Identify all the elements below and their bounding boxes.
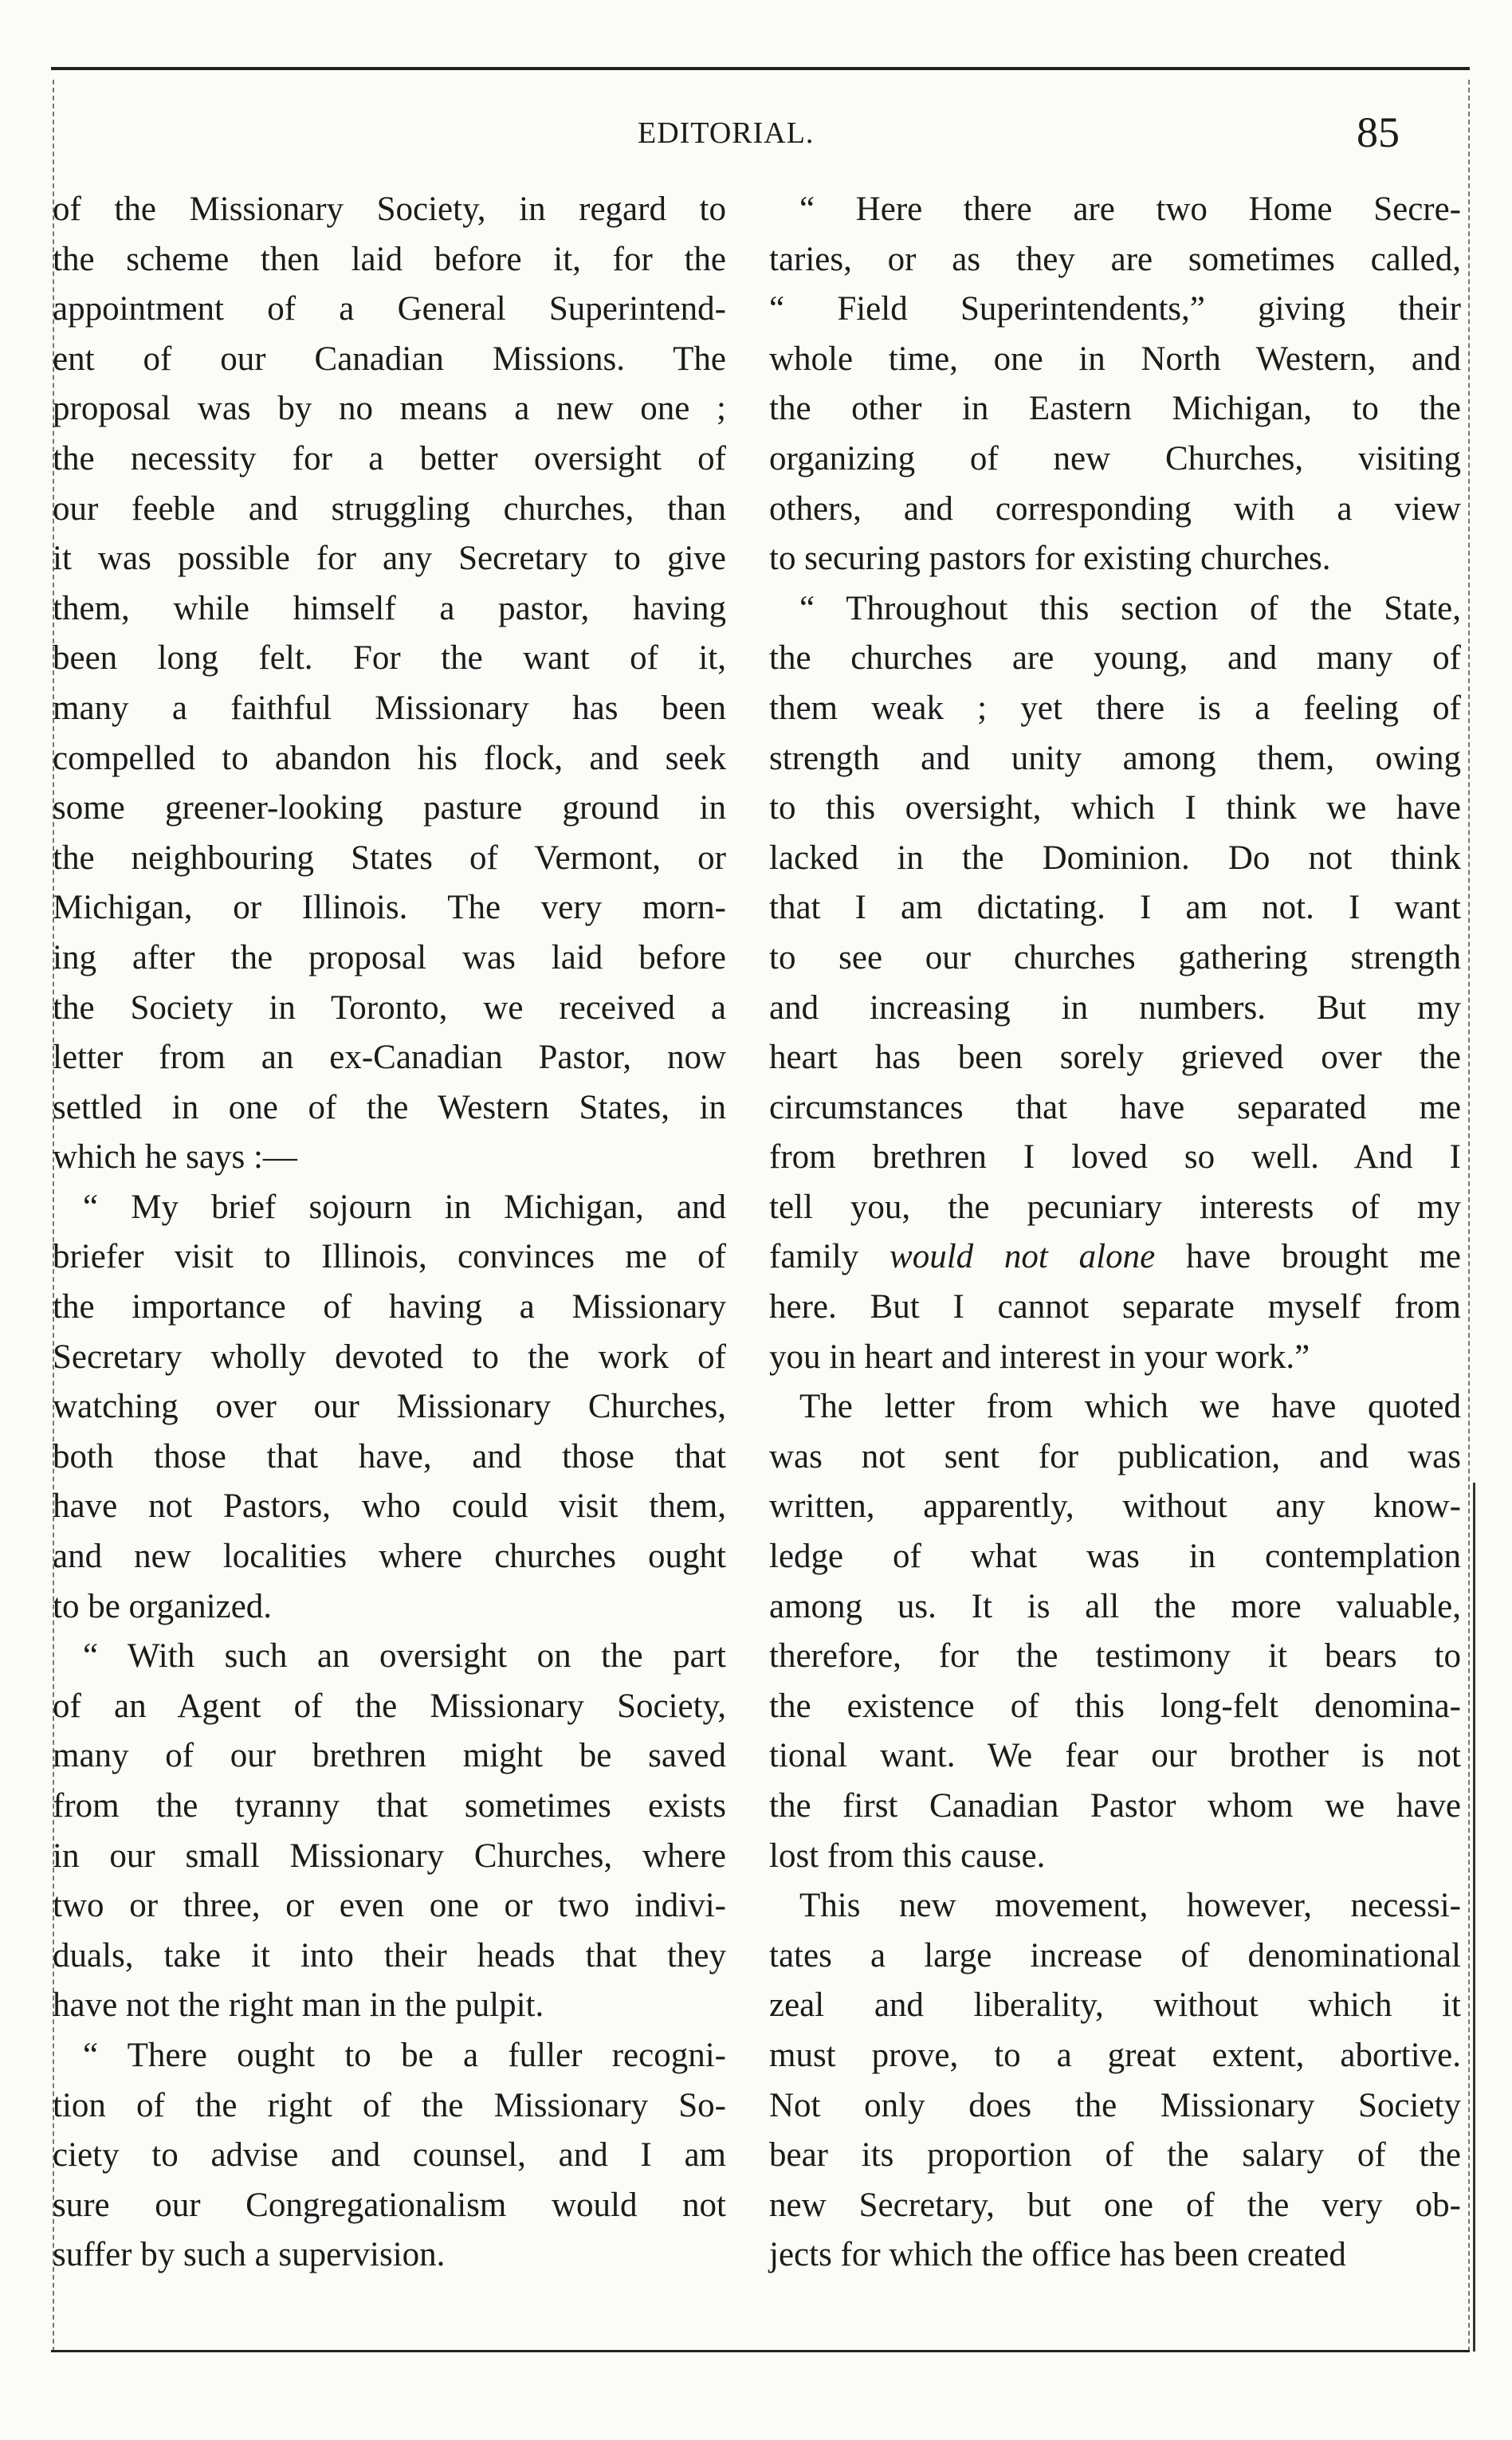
text-line: here. But I cannot separate myself from [769,1288,1461,1326]
text-line: taries, or as they are sometimes called, [769,240,1461,278]
text-line: letter from an ex-Canadian Pastor, now [53,1039,726,1077]
text-line: the other in Eastern Michigan, to the [769,390,1461,428]
running-head: EDITORIAL. [638,116,815,150]
text-line: appointment of a General Superintend- [53,290,726,328]
text-line: and increasing in numbers. But my [769,988,1461,1027]
right-column [769,185,1461,2281]
text-line: ciety to advise and counsel, and I am [53,2136,726,2175]
text-line: them, while himself a pastor, having [53,589,726,627]
text-line: lost from this cause. [769,1837,1046,1875]
text-line: the neighbouring States of Vermont, or [53,839,726,877]
text-line: jects for which the office has been created [769,2236,1346,2274]
text-line: “ There ought to be a fuller recogni- [83,2036,726,2074]
text-line: the first Canadian Pastor whom we have [769,1787,1461,1825]
text-line: This new movement, however, necessi- [799,1887,1461,1925]
text-line: sure our Congregationalism would not [53,2186,726,2224]
text-line: suffer by such a supervision. [53,2236,446,2274]
text-line: have not Pastors, who could visit them, [53,1487,726,1526]
right-margin-line [1468,80,1470,2352]
left-column [53,185,726,2281]
text-line: family would not alone have brought me [769,1238,1462,1276]
text-line: strength and unity among them, owing [769,739,1461,777]
text-line: and new localities where churches ought [53,1538,726,1576]
text-line: ing after the proposal was laid before [53,938,726,976]
text-line: some greener-looking pasture ground in [53,789,726,827]
text-line: “ Here there are two Home Secre- [799,191,1461,228]
text-line: written, apparently, without any know- [769,1487,1461,1526]
text-line: tion of the right of the Missionary So- [53,2086,726,2124]
text-line: settled in one of the Western States, in [53,1088,726,1126]
text-line: organizing of new Churches, visiting [769,439,1461,477]
text-line: was not sent for publication, and was [769,1437,1461,1475]
text-line: The letter from which we have quoted [799,1388,1461,1426]
text-line: ent of our Canadian Missions. The [53,340,726,378]
text-line: to securing pastors for existing churches. [769,540,1331,578]
text-line: “ Throughout this section of the State, [799,589,1461,627]
text-line: duals, take it into their heads that they [53,1936,726,1974]
text-line: both those that have, and those that [53,1437,726,1475]
text-line: ledge of what was in contemplation [769,1538,1461,1576]
text-line: Not only does the Missionary Society [769,2086,1461,2124]
text-line: “ Field Superintendents,” giving their [769,290,1461,328]
text-line: the scheme then laid before it, for the [53,240,726,278]
text-line: circumstances that have separated me [769,1088,1461,1126]
text-line: the Society in Toronto, we received a [53,988,726,1027]
text-line: it was possible for any Secretary to give [53,540,726,578]
text-line: lacked in the Dominion. Do not think [769,839,1461,877]
text-line: tates a large increase of denominational [769,1936,1461,1974]
text-line: new Secretary, but one of the very ob- [769,2186,1461,2224]
text-line: whole time, one in North Western, and [769,340,1461,378]
text-line: tional want. We fear our brother is not [769,1737,1461,1775]
text-line: in our small Missionary Churches, where [53,1837,726,1875]
text-line: Secretary wholly devoted to the work of [53,1338,726,1376]
text-line: many of our brethren might be saved [53,1737,726,1775]
top-rule [51,67,1470,70]
text-line: that I am dictating. I am not. I want [769,889,1461,927]
text-line: the necessity for a better oversight of [53,439,726,477]
text-line: to this oversight, which I think we have [769,789,1461,827]
bottom-rule [51,2350,1470,2352]
text-line: many a faithful Missionary has been [53,689,726,727]
text-line: therefore, for the testimony it bears to [769,1637,1461,1676]
text-line: proposal was by no means a new one ; [53,390,726,428]
text-line: among us. It is all the more valuable, [769,1587,1461,1625]
text-line: heart has been sorely grieved over the [769,1039,1461,1077]
text-line: two or three, or even one or two indivi- [53,1887,726,1925]
text-line: our feeble and struggling churches, than [53,489,726,528]
text-line: the churches are young, and many of [769,639,1461,678]
text-line: tell you, the pecuniary interests of my [769,1188,1461,1226]
text-line: Michigan, or Illinois. The very morn- [53,889,726,927]
text-line: which he says :— [53,1138,297,1177]
text-line: them weak ; yet there is a feeling of [769,689,1461,727]
text-line: compelled to abandon his flock, and seek [53,739,726,777]
text-line: briefer visit to Illinois, convinces me of [53,1238,726,1276]
text-line: the importance of having a Missionary [53,1288,726,1326]
text-line: zeal and liberality, without which it [769,1986,1461,2025]
text-line: to be organized. [53,1587,273,1625]
text-line: others, and corresponding with a view [769,489,1461,528]
text-line: must prove, to a great extent, abortive. [769,2036,1461,2074]
page-number: 85 [1357,108,1400,156]
text-line: watching over our Missionary Churches, [53,1388,726,1426]
text-line: of an Agent of the Missionary Society, [53,1687,726,1725]
text-line: “ With such an oversight on the part [83,1637,726,1676]
text-line: bear its proportion of the salary of the [769,2136,1461,2175]
text-line: have not the right man in the pulpit. [53,1986,544,2025]
text-line: “ My brief sojourn in Michigan, and [83,1188,726,1226]
text-line: the existence of this long-felt denomina- [769,1687,1461,1725]
text-line: to see our churches gathering strength [769,938,1461,976]
text-line: of the Missionary Society, in regard to [53,191,726,228]
emphasis: would not alone [890,1238,1156,1276]
right-border-line [1473,1483,1475,2352]
text-line: been long felt. For the want of it, [53,639,726,678]
text-line: from the tyranny that sometimes exists [53,1787,726,1825]
text-line: you in heart and interest in your work.” [769,1338,1310,1376]
text-line: from brethren I loved so well. And I [769,1138,1461,1177]
